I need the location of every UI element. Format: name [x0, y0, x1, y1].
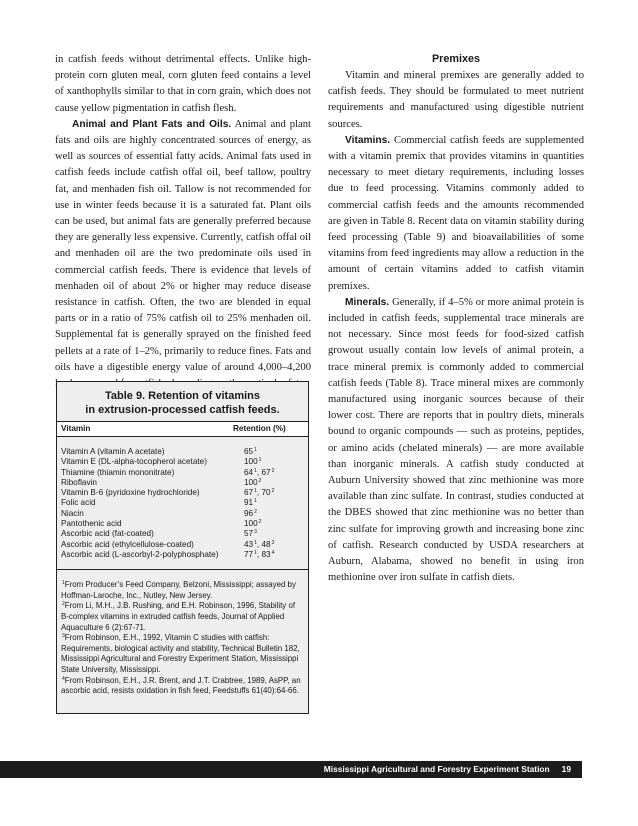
table-title-line-1: Table 9. Retention of vitamins [104, 390, 261, 402]
footer-text [324, 761, 571, 778]
table-row [57, 447, 308, 457]
vitamin-name: Vitamin B-6 (pyridoxine hydrochloride) [61, 488, 200, 498]
retention-value: $100^1$ [244, 457, 262, 467]
section-title: Premixes [431, 53, 481, 65]
table-header-row [57, 421, 308, 437]
footnote: $^2$From Li, M.H., J.B. Rushing, and E.H. Robinson, 1996, Stability of B-complex vitamins in extruded catfish feeds, Journal of Applied Aquaculture 6 (2):67-71. [61, 601, 296, 632]
table-row [57, 519, 308, 529]
vitamin-name: Vitamin E (DL-alpha-tocopherol acetate) [61, 457, 207, 467]
retention-value: $77^1$, $83^4$ [244, 549, 275, 559]
table-row [57, 540, 308, 550]
table-row [57, 550, 308, 560]
vitamin-name: Ascorbic acid (ethylcellulose-coated) [61, 539, 194, 549]
vitamin-name: Pantothenic acid [61, 519, 122, 529]
table-row [57, 457, 308, 467]
vitamin-name: Vitamin A (vitamin A acetate) [61, 447, 165, 456]
table-row [57, 478, 308, 488]
table-row [57, 509, 308, 519]
vitamin-name: Niacin [61, 508, 84, 518]
run-in-heading: Vitamins. [345, 134, 391, 146]
table-row [57, 468, 308, 478]
page-number: 19 [561, 764, 571, 774]
body-paragraph: in catfish feeds without detrimental effects. Unlike high-protein corn gluten meal, corn gluten feed contains a level of xanthophylls similar to that in corn grain, which does not cause yellow pigmentation in catfish flesh. [55, 54, 311, 114]
retention-value: $43^1$, $48^3$ [244, 539, 275, 549]
paragraph-body: Animal and plant fats and oils are highly concentrated sources of energy, as well as sources of essential fatty acids. Animal fats used in catfish feeds include catfish offal oil, beef tallow, poultry fat, and menhaden fish oil. Tallow is not recommended for use in winter feeds because it is a saturated fat. Plant oils can be used, but animal fats are generally preferred because they are generally less expensive. Currently, catfish offal oil and menhaden oil are the two predominate oils used in commercial catfish feeds. There is evidence that levels of menhaden oil of about 2% or higher may reduce disease resistance in catfish. Often, the two are blended in equal parts or in a ratio of 75% catfish oil to 25% menhaden oil. Supplemental fat is generally sprayed on the finished feed pellets at a rate of 1–2%, primarily to reduce fines. Fats and oils have a digestible energy value of around 4,000–4,200 [55, 118, 311, 373]
footnote: $^1$From Producer’s Feed Company, Belzoni, Mississippi; assayed by Hoffman-Laroche, Inc., Nutley, New Jersey. [61, 580, 296, 600]
column-header-retention: Retention (%) [233, 424, 286, 433]
table-title [57, 382, 308, 417]
table-body [57, 437, 308, 560]
vitamin-name: Thiamine (thiamin mononitrate) [61, 467, 175, 477]
retention-value: $100^2$ [244, 519, 262, 529]
vitamin-name: Riboflavin [61, 477, 97, 487]
table-footnotes [57, 570, 308, 697]
vitamins-paragraph [328, 133, 584, 295]
fats-oils-paragraph [55, 117, 311, 392]
retention-value: $67^1$, $70^2$ [244, 488, 275, 498]
table-row [57, 529, 308, 539]
left-column [55, 52, 311, 392]
vitamin-name: Ascorbic acid (fat-coated) [61, 529, 154, 539]
vitamin-name: Ascorbic acid (L-ascorbyl-2-polyphosphate) [61, 549, 219, 559]
footnote: $^4$From Robinson, E.H., J.R. Brent, and J.T. Crabtree, 1989, AsPP, an ascorbic acid, resists oxidation in fish feed, Feedstuffs 61(40):64-66. [61, 675, 301, 696]
retention-value: $65^1$ [244, 447, 257, 456]
run-in-heading: Animal and Plant Fats and Oils. [72, 118, 232, 130]
retention-value: $96^2$ [244, 508, 257, 518]
retention-value: $57^3$ [244, 529, 257, 539]
paragraph-body: Commercial catfish feeds are supplemented with a vitamin premix that provides vitamins in quantities necessary to meet dietary requirements, including losses due to feed processing. Vitamins commonly added to commercial catfish feeds and the amounts recommended are given in Table 8. Recent data on vitamin stability during feed processing (Table 9) and bioavailabilities of some vitamins from feed ingredients may allow a reduction in the amount of certain vitamins added to catfish vitamin premixes. [328, 134, 584, 292]
vitamin-name: Folic acid [61, 498, 96, 508]
right-column [328, 52, 584, 587]
footer-station: Mississippi Agricultural and Forestry Experiment Station [323, 764, 550, 774]
retention-value: $64^1$, $67^2$ [244, 467, 275, 477]
table-9-box [56, 381, 309, 714]
table-row [57, 498, 308, 508]
retention-value: $100^2$ [244, 477, 262, 487]
table-title-line-2: in extrusion-processed catfish feeds. [85, 404, 280, 416]
paragraph-body: Generally, if 4–5% or more animal protein is included in catfish feeds, supplemental trace minerals are not necessary. Since most feeds for food-sized catfish growout usually contain low levels of animal protein, a trace mineral premix is commonly added to commercial catfish feeds (Table 8). Trace mineral mixes are commonly manufactured using inorganic sources because of their lower cost. There are reports that in poultry diets, minerals bound to organic compounds — such as proteins, peptides, or amino acids (chelated minerals) — are more available than inorganic minerals. A catfish study conducted at Auburn University showed that zinc methionine was more available than zinc sulfate. In contrast, studies conducted at the DBES showed that zinc methionine was no better than zinc sulfate for improving growth and increasing bone zinc of catfish. Research conducted by USDA researchers at Auburn, Alabama, showed no benefit in using iron methionine over iron sulfate in catfish diets. [328, 296, 584, 584]
retention-value: $91^1$ [244, 498, 257, 508]
body-paragraph: Vitamin and mineral premixes are generally added to catfish feeds. They should be formulated to meet nutrient requirements and manufactured using digestible nutrient sources. [328, 70, 584, 130]
column-header-vitamin: Vitamin [61, 424, 91, 433]
page-footer-bar [0, 761, 582, 778]
run-in-heading: Minerals. [345, 296, 390, 308]
table-row [57, 488, 308, 498]
minerals-paragraph [328, 295, 584, 587]
footnote: $^3$From Robinson, E.H., 1992, Vitamin C studies with catfish: Requirements, biological activity and stability, Technical Bulletin 182, Mississippi Agricultural and Forestry Experiment Station, Mississippi State University, Mississippi. [61, 633, 300, 675]
